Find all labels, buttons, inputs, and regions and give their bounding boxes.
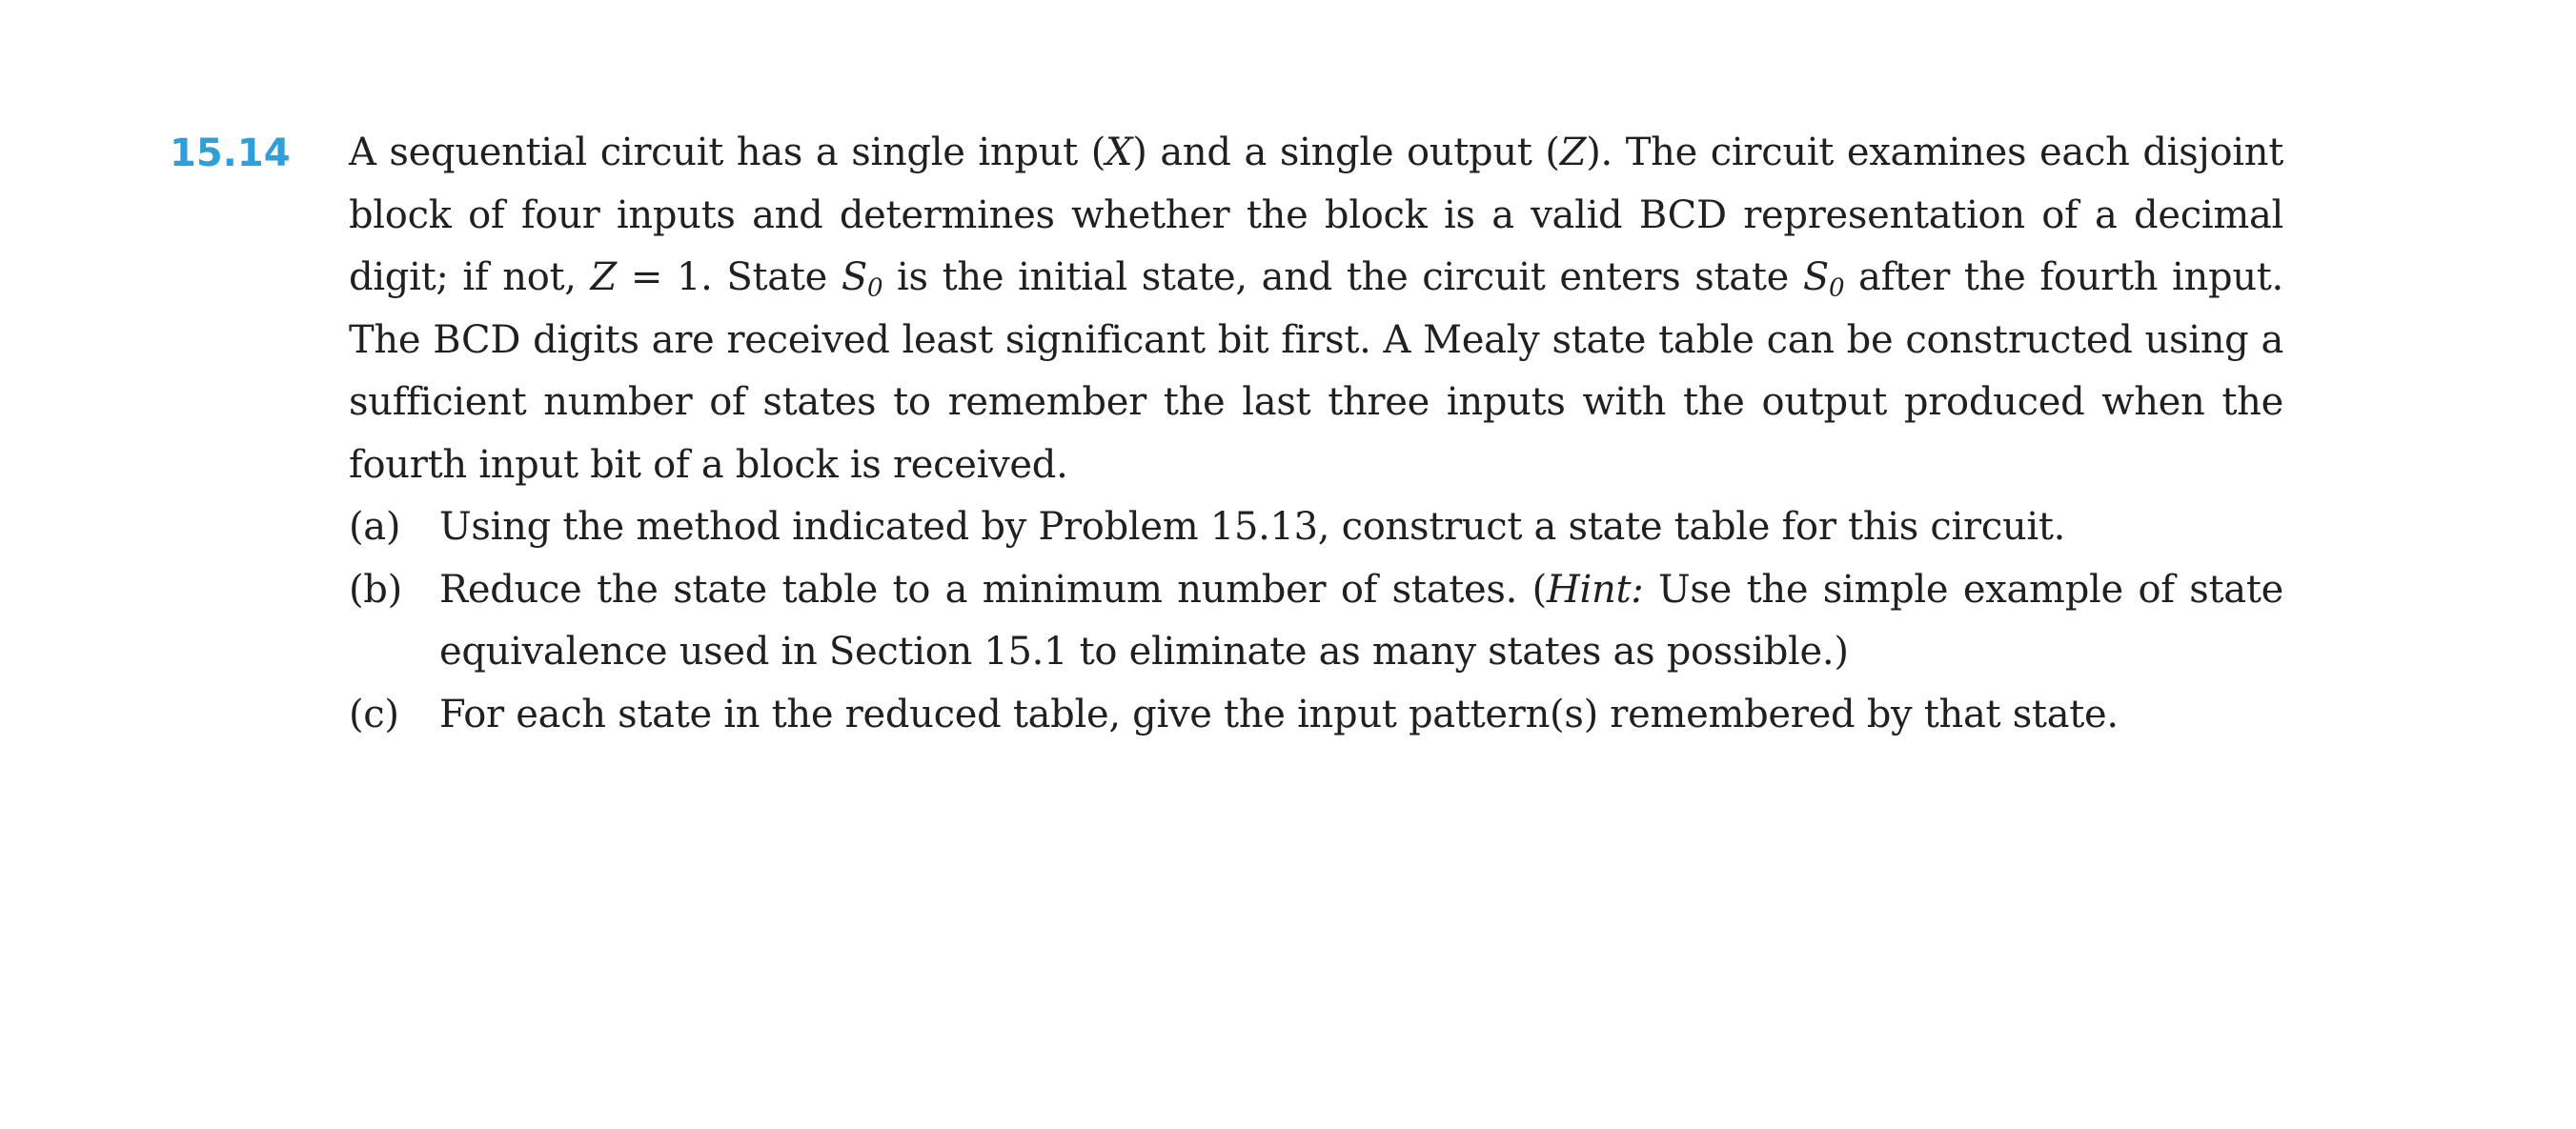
statement-text-2: ) and a single output ( — [1132, 131, 1560, 174]
subpart-text: Using the method indicated by Problem 15.13, construct a state table for this circuit. — [439, 505, 2066, 549]
subpart-b-text-before: Reduce the state table to a minimum number of states. ( — [439, 567, 1547, 612]
subpart-text: For each state in the reduced table, give the input pattern(s) remembered by that state. — [439, 692, 2119, 736]
statement-text-3: ). The circuit examines each disjoint block of four inputs and determines whether the block is a valid BCD representation of a decimal digit; if not, — [349, 131, 2283, 299]
subpart-a — [349, 496, 2283, 559]
state-subscript-0-2: 0 — [1828, 273, 1845, 303]
output-symbol-z-2: Z — [590, 255, 618, 299]
state-subscript-0: 0 — [866, 273, 883, 303]
problem-body — [349, 122, 2283, 746]
state-symbol-s-2: S — [1802, 255, 1829, 299]
statement-text-6: after the fourth input. The BCD digits are received least significant bit first. A Mealy state table can be constructed using a sufficient number of states to remember the last three inputs with the output produced when the fourth input bit of a block is received. — [349, 255, 2283, 487]
subpart-text — [439, 559, 2283, 684]
statement-text-5: is the initial state, and the circuit enters state — [882, 255, 1803, 299]
subpart-c — [349, 684, 2283, 747]
hint-label: Hint: — [1546, 567, 1644, 612]
state-symbol-s: S — [841, 255, 867, 299]
problem-number: 15.14 — [170, 131, 291, 175]
subpart-label: (a) — [349, 505, 401, 549]
subpart-b — [349, 559, 2283, 684]
input-symbol-x: X — [1105, 131, 1133, 174]
subpart-list — [349, 496, 2283, 746]
state-symbol-s0 — [841, 255, 883, 303]
subpart-label: (b) — [349, 567, 402, 612]
problem-statement — [349, 122, 2283, 496]
subpart-label: (c) — [349, 692, 399, 736]
state-symbol-s0-2 — [1802, 255, 1845, 303]
statement-text-4: = 1. State — [617, 255, 842, 299]
statement-text-1: A sequential circuit has a single input ( — [349, 131, 1106, 174]
output-symbol-z: Z — [1559, 131, 1587, 174]
subpart-b-text-after: Use the simple example of state equivalence used in Section 15.1 to eliminate as many states as possible.) — [439, 567, 2283, 674]
